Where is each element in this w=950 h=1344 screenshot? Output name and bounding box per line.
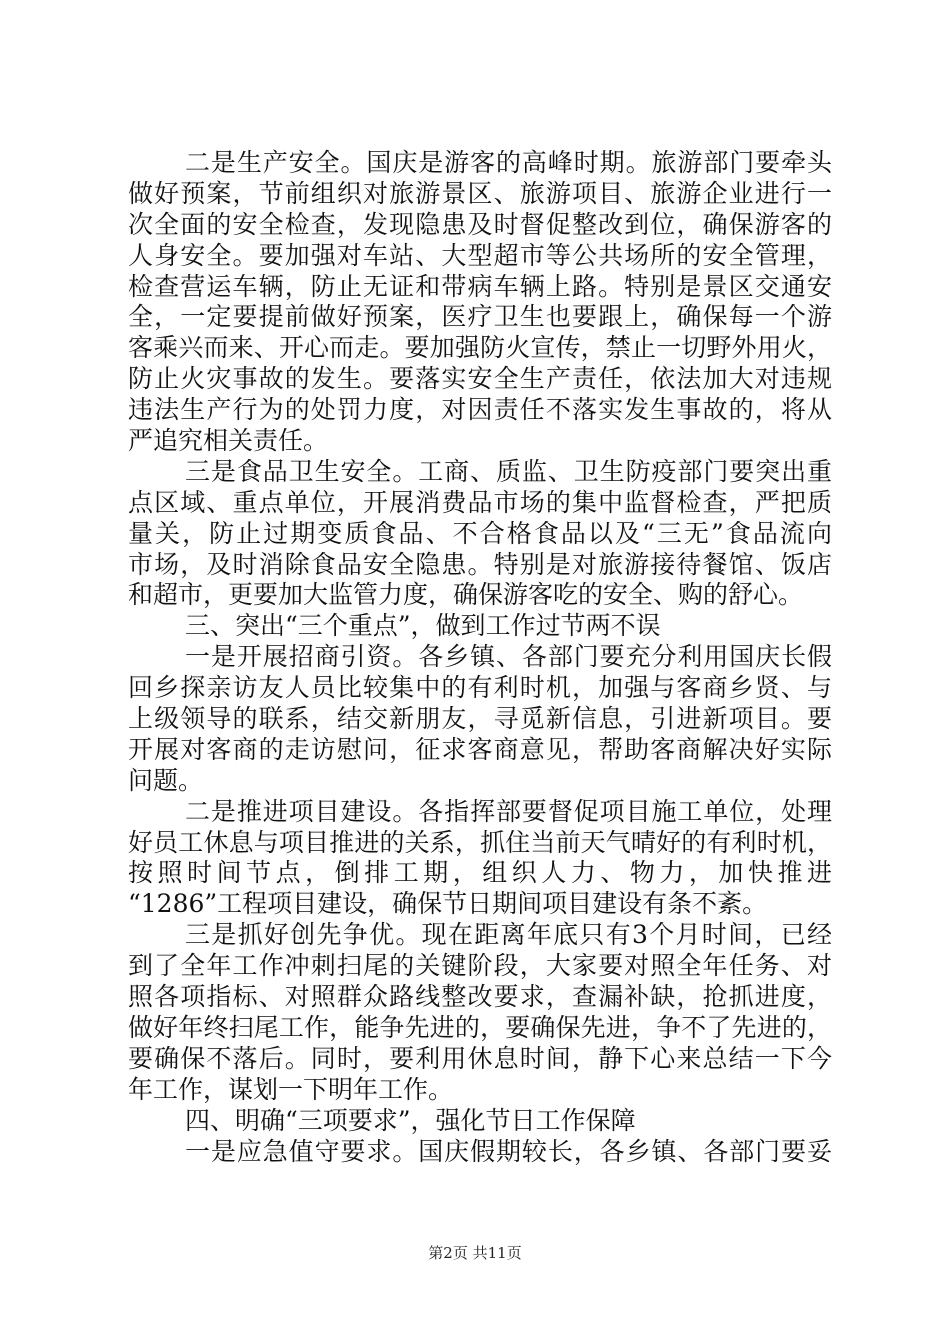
text-line: 严追究相关责任。 xyxy=(128,426,329,456)
text-line: 全，一定要提前做好预案，医疗卫生也要跟上，确保每一个游 xyxy=(128,302,832,332)
text-line: 要确保不落后。同时，要利用休息时间，静下心来总结一下今 xyxy=(128,1043,832,1073)
text-line: 量关，防止过期变质食品、不合格食品以及“三无”食品流向 xyxy=(128,518,832,548)
text-line: 三是食品卫生安全。工商、质监、卫生防疫部门要突出重 xyxy=(185,456,832,486)
text-line: 市场，及时消除食品安全隐患。特别是对旅游接待餐馆、饭店 xyxy=(128,549,832,579)
text-line: 做好预案，节前组织对旅游景区、旅游项目、旅游企业进行一 xyxy=(128,178,832,208)
text-line: 回乡探亲访友人员比较集中的有利时机，加强与客商乡贤、与 xyxy=(128,673,832,703)
text-line: 检查营运车辆，防止无证和带病车辆上路。特别是景区交通安 xyxy=(128,271,832,301)
text-line: 开展对客商的走访慰问，征求客商意见，帮助客商解决好实际 xyxy=(128,734,832,764)
page-footer: 第2页 共11页 xyxy=(428,1244,522,1262)
document-body xyxy=(128,148,832,1167)
text-line: 做好年终扫尾工作，能争先进的，要确保先进，争不了先进的， xyxy=(128,1012,832,1042)
text-line: 人身安全。要加强对车站、大型超市等公共场所的安全管理， xyxy=(128,240,832,270)
text-line: 和超市，更要加大监管力度，确保游客吃的安全、购的舒心。 xyxy=(128,580,804,610)
text-line: “1286”工程项目建设，确保节日期间项目建设有条不紊。 xyxy=(128,889,768,919)
text-line: 三是抓好创先争优。现在距离年底只有3个月时间，已经 xyxy=(185,920,832,950)
text-line: 到了全年工作冲刺扫尾的关键阶段，大家要对照全年任务、对 xyxy=(128,951,832,981)
text-line: 好员工休息与项目推进的关系，抓住当前天气晴好的有利时机， xyxy=(128,827,832,857)
text-line: 点区域、重点单位，开展消费品市场的集中监督检查，严把质 xyxy=(128,487,832,517)
text-line: 按照时间节点，倒排工期，组织人力、物力，加快推进 xyxy=(128,858,832,888)
text-line: 客乘兴而来、开心而走。要加强防火宣传，禁止一切野外用火， xyxy=(128,333,832,363)
text-line: 问题。 xyxy=(128,765,204,795)
text-line: 四、明确“三项要求”，强化节日工作保障 xyxy=(185,1105,636,1135)
text-line: 一是应急值守要求。国庆假期较长，各乡镇、各部门要妥 xyxy=(185,1136,832,1166)
text-line: 次全面的安全检查，发现隐患及时督促整改到位，确保游客的 xyxy=(128,209,832,239)
text-line: 二是推进项目建设。各指挥部要督促项目施工单位，处理 xyxy=(185,796,832,826)
text-line: 年工作，谋划一下明年工作。 xyxy=(128,1074,454,1104)
text-line: 防止火灾事故的发生。要落实安全生产责任，依法加大对违规 xyxy=(128,364,832,394)
text-line: 违法生产行为的处罚力度，对因责任不落实发生事故的，将从 xyxy=(128,395,832,425)
text-line: 二是生产安全。国庆是游客的高峰时期。旅游部门要牵头 xyxy=(185,148,832,177)
text-line: 照各项指标、对照群众路线整改要求，查漏补缺，抢抓进度， xyxy=(128,982,832,1012)
text-line: 一是开展招商引资。各乡镇、各部门要充分利用国庆长假 xyxy=(185,642,832,672)
text-line: 上级领导的联系，结交新朋友，寻觅新信息，引进新项目。要 xyxy=(128,704,832,734)
text-line: 三、突出“三个重点”，做到工作过节两不误 xyxy=(185,611,661,641)
